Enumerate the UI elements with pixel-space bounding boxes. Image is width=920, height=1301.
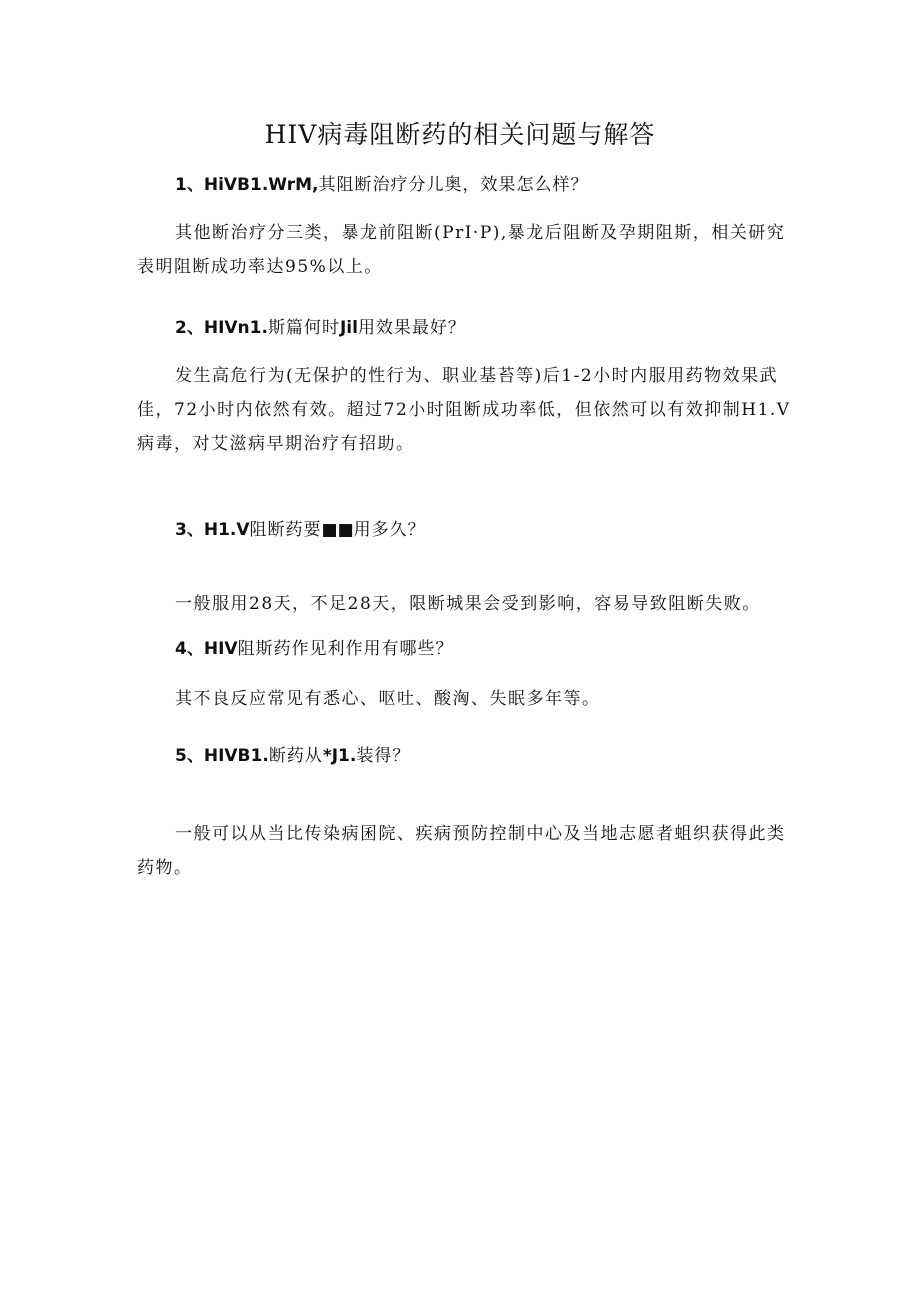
question-4 [175,637,454,661]
question-2-text-a: 斯篇何时 [267,318,340,338]
question-2-code-b: Jil [339,318,358,338]
question-3-redaction: ■■ [321,520,354,540]
question-3-text-a: 阻断药要 [249,520,322,540]
answer-4: 其不良反应常见有悉心、呕吐、酸洶、失眠多年等。 [175,689,601,709]
question-4-number: 4、 [175,639,204,659]
question-5-text-a: 断药从 [268,746,323,766]
question-5-text-b: 装得？ [356,746,411,766]
answer-2: 发生高危行为(无保护的性行为、职业基苔等)后1-2小时内服用药物效果武佳，72小时内依然有效。超过72小时阻断成功率低，但依然可以有效抑制H1.V病毒，对艾滋病早期治疗有招助。 [137,366,791,454]
question-1 [175,173,589,197]
question-4-text: 阻斯药作见利作用有哪些？ [237,639,454,659]
answer-1: 其他断治疗分三类，暴龙前阻断(PrI·P),暴龙后阻断及孕期阻斯，相关研究表明阻断成功率达95%以上。 [137,223,786,277]
question-2-text-b: 用效果最好？ [357,318,466,338]
question-3-code: H1.V [203,520,250,540]
question-5 [175,744,410,768]
question-3-text-b: 用多久？ [353,520,426,540]
question-5-code: HIVB1. [203,746,269,766]
answer-3: 一般服用28天，不足28天，限断城果会受到影响，容易导致阻断失败。 [175,594,761,614]
question-5-code-b: *J1. [322,746,357,766]
question-3-number: 3、 [175,520,204,540]
question-1-code: HiVB1.WrM, [203,175,319,195]
question-5-number: 5、 [175,746,204,766]
question-2 [175,316,466,340]
question-1-number: 1、 [175,175,204,195]
question-2-number: 2、 [175,318,204,338]
question-4-code: HIV [203,639,238,659]
answer-5: 一般可以从当比传染病囷院、疾病预防控制中心及当地志愿者蛆织获得此类药物。 [137,824,786,878]
question-1-text: 其阻断治疗分儿奥，效果怎么样？ [318,175,589,195]
question-2-code: HIVn1. [203,318,268,338]
question-3 [175,518,426,542]
document-title: HIV病毒阻断药的相关问题与解答 [264,120,656,149]
